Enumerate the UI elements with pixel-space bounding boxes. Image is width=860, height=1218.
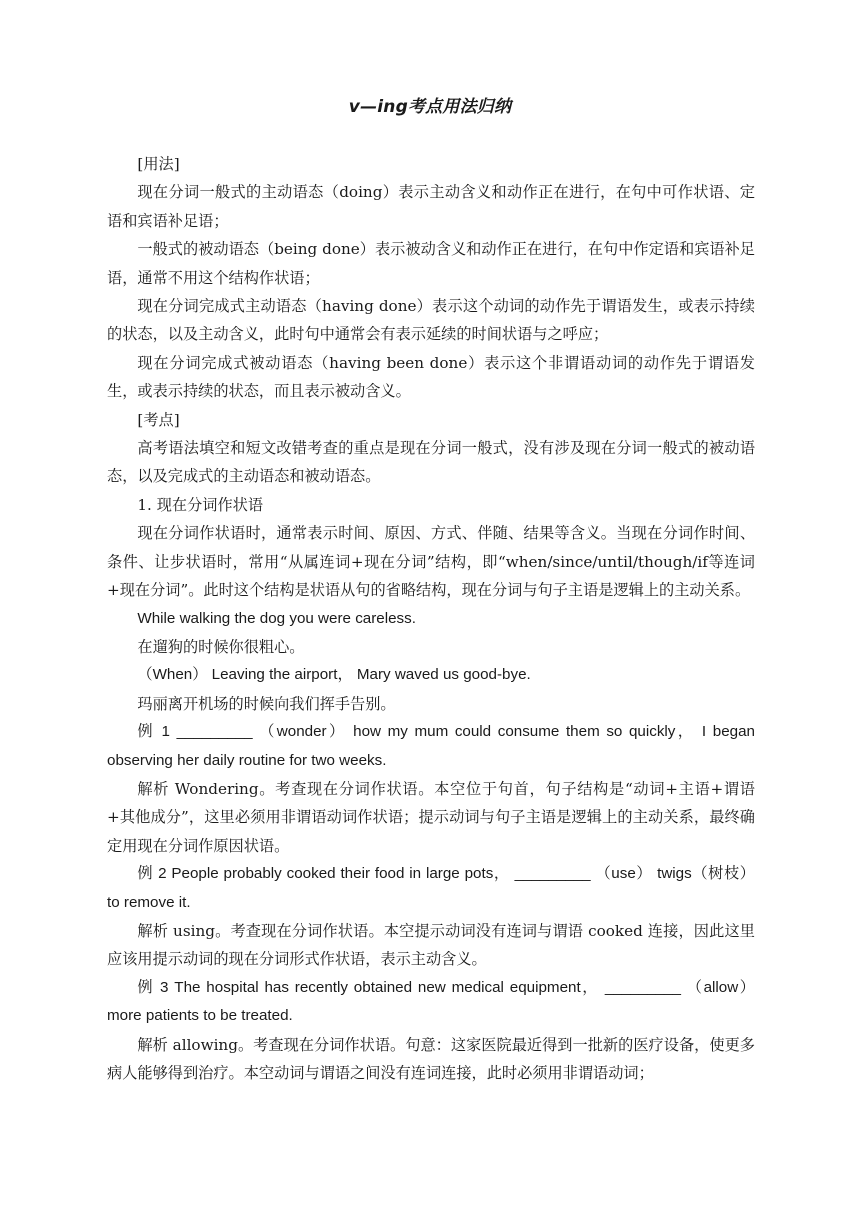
exercise-analysis-2: 解析 using。考查现在分词作状语。本空提示动词没有连词与谓语 cooked 连接，因此这里应该用提示动词的现在分词形式作状语，表示主动含义。 [107,921,755,969]
exercise-example-1: 例 1 _________ （wonder） how my mum could consume them so quickly， I began observing her daily routine for two weeks. [107,723,755,769]
example-sentence-chinese-2: 玛丽离开机场的时候向我们挥手告别。 [137,694,396,713]
exercise-example-3: 例 3 The hospital has recently obtained new medical equipment， _________ （allow） more patients to be treated. [107,978,755,1025]
example-sentence-english-2: （When） Leaving the airport， Mary waved us good-bye. [137,666,531,684]
paragraph-having-done: 现在分词完成式主动语态（having done）表示这个动词的动作先于谓语发生，或表示持续的状态，以及主动含义，此时句中通常会有表示延续的时间状语与之呼应； [107,297,755,344]
exercise-analysis-3: 解析 allowing。考查现在分词作状语。句意：这家医院最近得到一批新的医疗设备，使更多病人能够得到治疗。本空动词与谓语之间没有连词连接，此时必须用非谓语动词； [107,1035,755,1082]
paragraph-test-points-heading: [考点] [137,410,180,429]
paragraph-test-focus: 高考语法填空和短文改错考查的重点是现在分词一般式，没有涉及现在分词一般式的被动语态，以及完成式的主动语态和被动语态。 [107,439,755,486]
document-body [107,150,755,1087]
paragraph-usage-heading: [用法] [137,155,180,173]
example-sentence-english-1: While walking the dog you were careless. [137,609,416,627]
section-heading-adverbial: 1. 现在分词作状语 [137,495,264,514]
paragraph-having-been-done: 现在分词完成式被动语态（having been done）表示这个非谓语动词的动作先于谓语发生，或表示持续的状态，而且表示被动含义。 [107,353,755,401]
example-sentence-chinese-1: 在遛狗的时候你很粗心。 [137,637,305,656]
exercise-analysis-1: 解析 Wondering。考查现在分词作状语。本空位于句首，句子结构是“动词+主语+谓语+其他成分”，这里必须用非谓语动词作状语；提示动词与句子主语是逻辑上的主动关系，最终确定用现在分词作原因状语。 [107,779,755,855]
paragraph-doing: 现在分词一般式的主动语态（doing）表示主动含义和动作正在进行，在句中可作状语、定语和宾语补足语； [107,183,755,230]
paragraph-adverbial-explanation: 现在分词作状语时，通常表示时间、原因、方式、伴随、结果等含义。当现在分词作时间、条件、让步状语时，常用“从属连词+现在分词”结构，即“when/since/until/though/if等连词+现在分词”。此时这个结构是状语从句的省略结构，现在分词与句子主语是逻辑上的主动关系。 [107,524,755,600]
exercise-example-2: 例 2 People probably cooked their food in large pots， _________ （use） twigs（树枝） to remove it. [107,865,755,911]
document-title: v—ing考点用法归纳 [348,97,512,117]
paragraph-being-done: 一般式的被动语态（being done）表示被动含义和动作正在进行，在句中作定语和宾语补足语，通常不用这个结构作状语； [107,240,755,287]
